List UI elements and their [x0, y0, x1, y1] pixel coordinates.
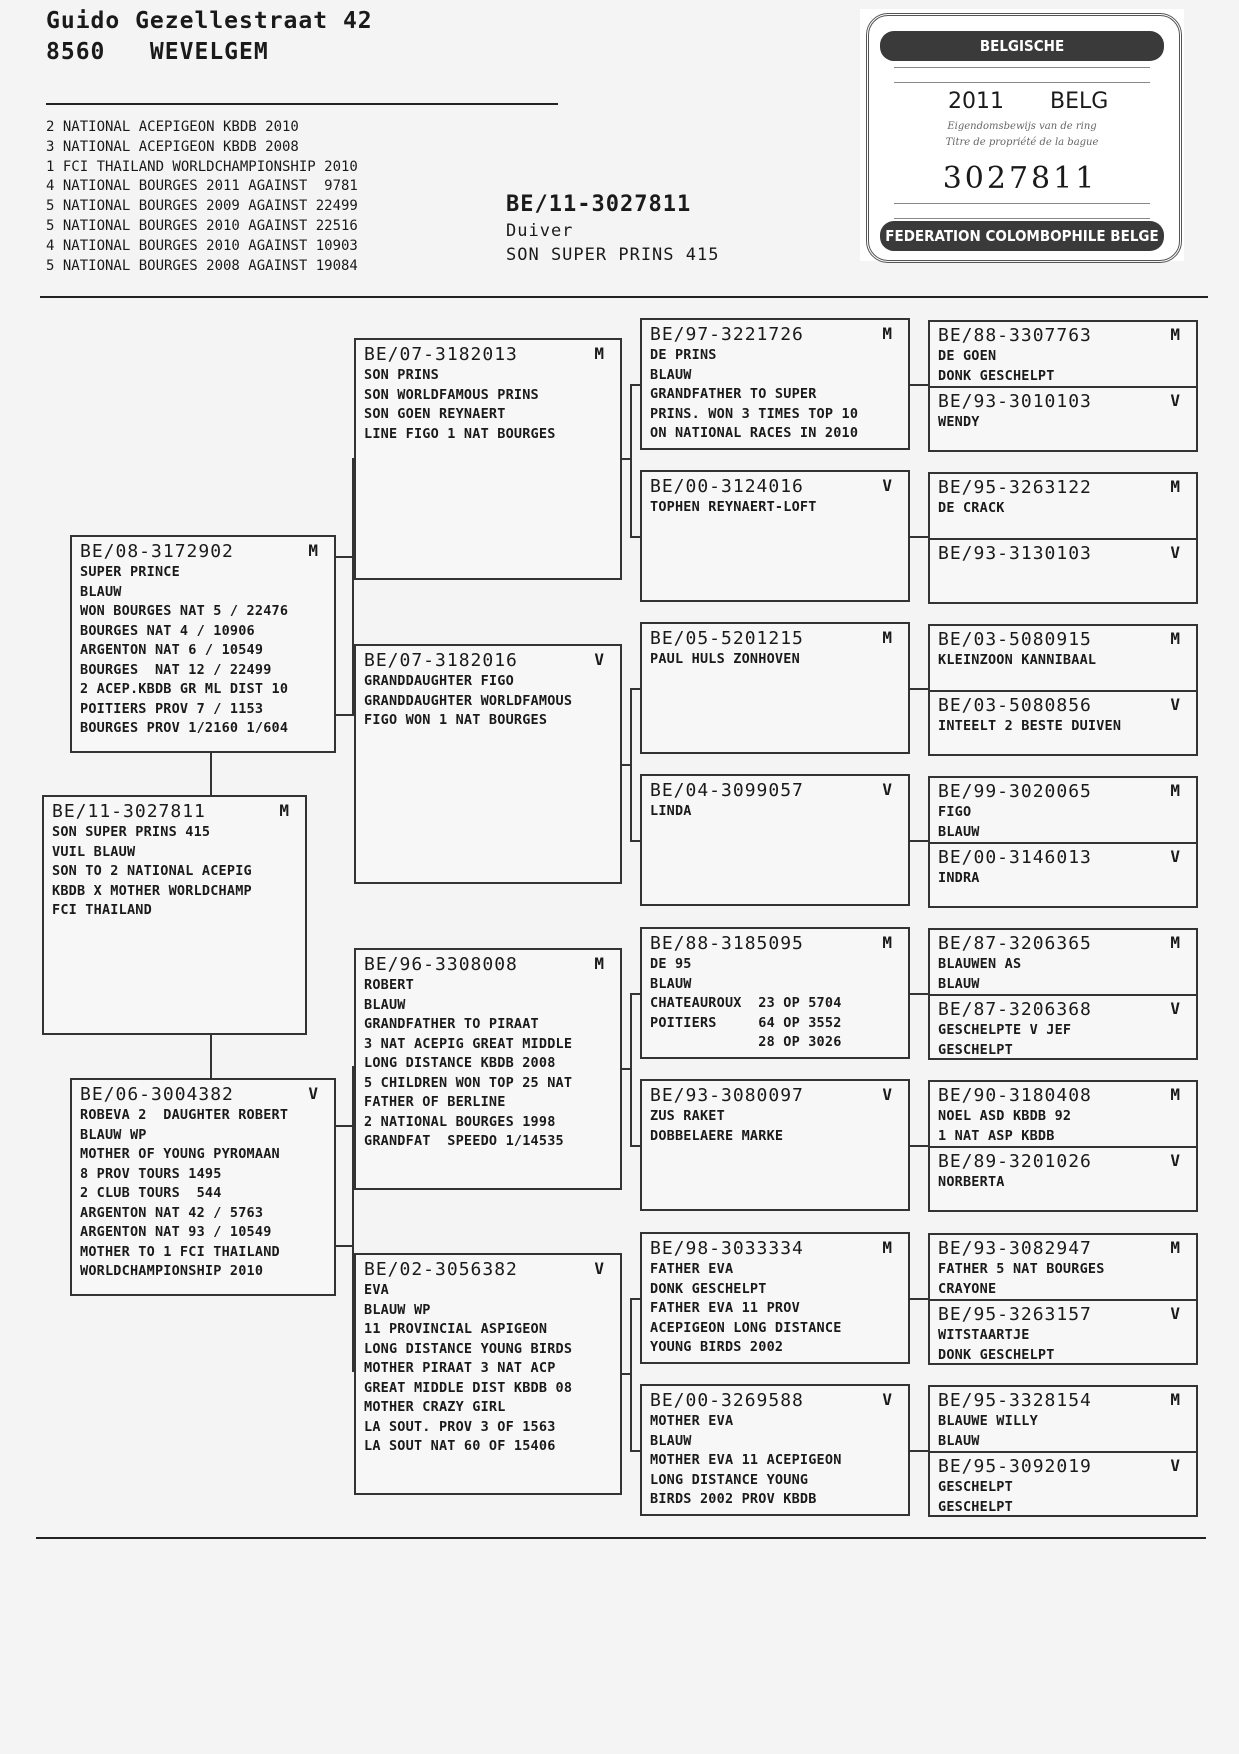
pedigree-connector: [352, 458, 354, 714]
gen4-sire: [930, 474, 1196, 538]
pigeon-info-line: WITSTAARTJE: [938, 1327, 1030, 1343]
pigeon-info-line: MOTHER EVA: [650, 1413, 734, 1429]
sex-marker: V: [882, 476, 892, 495]
pigeon-info-line: CHATEAUROUX 23 OP 5704: [650, 995, 842, 1011]
gen4-dam: [930, 538, 1196, 604]
gen3-box: [640, 1384, 910, 1516]
pigeon-info-line: CRAYONE: [938, 1280, 997, 1297]
pigeon-info-line: NOEL ASD KBDB 92: [938, 1108, 1072, 1124]
pedigree-connector: [630, 1145, 640, 1147]
pedigree-connector: [910, 384, 928, 386]
pedigree-connector: [630, 536, 640, 538]
section-divider: [40, 296, 1208, 298]
certificate-text-fr: Titre de propriété de la bague: [945, 137, 1099, 148]
pigeon-info-line: ZUS RAKET: [650, 1108, 725, 1124]
pedigree-connector: [630, 384, 640, 386]
sex-marker: M: [1170, 781, 1180, 800]
pedigree-connector: [630, 1298, 632, 1452]
sire-box: [70, 535, 336, 753]
sex-marker: V: [308, 1084, 318, 1103]
sex-marker: M: [882, 628, 892, 647]
sex-marker: V: [882, 1390, 892, 1409]
certificate-ornament: [894, 67, 1150, 83]
pigeon-info-line: BLAUW: [650, 975, 692, 992]
certificate-number: 3027811: [942, 161, 1098, 196]
ring-number: BE/95-3263122: [938, 477, 1092, 498]
subject-box: [42, 795, 307, 1035]
pigeon-info-line: GESCHELPTE V JEF: [938, 1022, 1072, 1038]
pigeon-info-line: GRANDFAT SPEEDO 1/14535: [364, 1133, 564, 1149]
subject-summary: [506, 192, 719, 265]
ring-number: BE/07-3182013: [364, 344, 518, 365]
gen3-box: [640, 927, 910, 1059]
gen4-pair-box: [928, 928, 1198, 1060]
result-item: 1 FCI THAILAND WORLDCHAMPIONSHIP 2010: [46, 158, 358, 175]
pigeon-info-line: EVA: [364, 1282, 389, 1298]
result-item: 5 NATIONAL BOURGES 2010 AGAINST 22516: [46, 217, 358, 234]
gen4-sire: [930, 778, 1196, 842]
gen4-pair-box: [928, 472, 1198, 604]
sex-marker: M: [594, 344, 604, 363]
pigeon-info-line: SON TO 2 NATIONAL ACEPIG: [52, 863, 252, 879]
pigeon-info-line: BOURGES NAT 12 / 22499: [80, 661, 272, 678]
pigeon-info-line: FATHER 5 NAT BOURGES: [938, 1261, 1105, 1277]
pigeon-info-line: FATHER EVA: [650, 1261, 734, 1277]
pedigree-connector: [630, 993, 640, 995]
ring-number: BE/11-3027811: [52, 801, 206, 822]
gen3-box: [640, 1232, 910, 1364]
pigeon-info-line: BLAUW: [938, 975, 980, 992]
ring-number: BE/99-3020065: [938, 781, 1092, 802]
pigeon-info-line: MOTHER TO 1 FCI THAILAND: [80, 1243, 280, 1260]
ring-number: BE/08-3172902: [80, 541, 234, 562]
ring-number: BE/93-3080097: [650, 1085, 804, 1106]
sex-marker: V: [882, 1085, 892, 1104]
pigeon-info-line: PAUL HULS ZONHOVEN: [650, 651, 800, 667]
subject-sex-word: Duiver: [506, 221, 574, 241]
pigeon-info-line: 3 NAT ACEPIG GREAT MIDDLE: [364, 1035, 573, 1052]
pigeon-info-line: MOTHER EVA 11 ACEPIGEON: [650, 1452, 842, 1468]
pigeon-info-line: 11 PROVINCIAL ASPIGEON: [364, 1321, 548, 1337]
gen4-dam: [930, 994, 1196, 1060]
pedigree-connector: [910, 1298, 928, 1300]
pigeon-info-line: MOTHER PIRAAT 3 NAT ACP: [364, 1360, 556, 1376]
result-item: 4 NATIONAL BOURGES 2011 AGAINST 9781: [46, 178, 358, 195]
ring-number: BE/98-3033334: [650, 1238, 804, 1259]
result-item: 4 NATIONAL BOURGES 2010 AGAINST 10903: [46, 237, 358, 254]
pigeon-info-line: LINDA: [650, 803, 692, 819]
result-item: 2 NATIONAL ACEPIGEON KBDB 2010: [46, 119, 299, 135]
gen4-dam: [930, 690, 1196, 756]
sex-marker: V: [1170, 695, 1180, 714]
sex-marker: V: [1170, 1456, 1180, 1475]
subject-name: SON SUPER PRINS 415: [506, 245, 720, 265]
certificate-year: 2011: [948, 89, 1004, 114]
ring-number: BE/03-5080915: [938, 629, 1092, 650]
sex-marker: M: [1170, 629, 1180, 648]
gen4-dam: [930, 1146, 1196, 1212]
ring-number: BE/07-3182016: [364, 650, 518, 671]
gen3-box: [640, 622, 910, 754]
gen2-box: [354, 644, 622, 884]
pigeon-info-line: ARGENTON NAT 6 / 10549: [80, 642, 264, 658]
sex-marker: M: [882, 1238, 892, 1257]
sex-marker: V: [1170, 999, 1180, 1018]
gen3-box: [640, 318, 910, 450]
owner-street: Guido Gezellestraat 42: [46, 8, 373, 34]
pigeon-info-line: FIGO: [938, 804, 972, 820]
ring-number: BE/06-3004382: [80, 1084, 234, 1105]
pigeon-info-line: KLEINZOON KANNIBAAL: [938, 652, 1097, 668]
ring-number: BE/02-3056382: [364, 1259, 518, 1280]
gen4-sire: [930, 1387, 1196, 1451]
ring-number: BE/88-3185095: [650, 933, 804, 954]
pigeon-info-line: DONK GESCHELPT: [938, 1346, 1055, 1363]
gen4-pair-box: [928, 320, 1198, 452]
ring-number: BE/93-3010103: [938, 391, 1092, 412]
pigeon-info-line: BOURGES NAT 4 / 10906: [80, 622, 255, 639]
pedigree-connector: [630, 840, 640, 842]
pigeon-info-line: BLAUWEN AS: [938, 956, 1022, 972]
sex-marker: M: [882, 324, 892, 343]
gen4-sire: [930, 626, 1196, 690]
sex-marker: M: [1170, 933, 1180, 952]
sex-marker: M: [1170, 1238, 1180, 1257]
pedigree-connector: [630, 384, 632, 538]
pigeon-info-line: BLAUW: [938, 1432, 980, 1449]
gen2-box: [354, 338, 622, 580]
gen4-pair-box: [928, 1080, 1198, 1212]
certificate-text-nl: Eigendomsbewijs van de ring: [947, 121, 1097, 132]
sex-marker: M: [882, 933, 892, 952]
pigeon-info-line: GRANDDAUGHTER WORLDFAMOUS: [364, 692, 573, 709]
gen4-pair-box: [928, 1233, 1198, 1365]
pigeon-info-line: 5 CHILDREN WON TOP 25 NAT: [364, 1074, 573, 1091]
sex-marker: M: [1170, 325, 1180, 344]
pedigree-connector: [630, 688, 632, 842]
certificate-bottom-banner: FEDERATION COLOMBOPHILE BELGE: [880, 221, 1164, 251]
pigeon-info-line: ON NATIONAL RACES IN 2010: [650, 425, 859, 441]
pigeon-info-line: SON WORLDFAMOUS PRINS: [364, 386, 539, 403]
pigeon-info-line: BIRDS 2002 PROV KBDB: [650, 1491, 817, 1507]
certificate-top-banner: BELGISCHE DUIVENLIEFHEBBERSBOND: [880, 31, 1164, 61]
pigeon-info-line: 2 CLUB TOURS 544: [80, 1185, 222, 1201]
pigeon-info-line: DONK GESCHELPT: [938, 367, 1055, 384]
pigeon-info-line: SON SUPER PRINS 415: [52, 824, 211, 840]
ring-number: BE/88-3307763: [938, 325, 1092, 346]
pigeon-info-line: BLAUW: [650, 366, 692, 383]
pigeon-info-line: GRANDFATHER TO PIRAAT: [364, 1016, 539, 1032]
pigeon-info-line: POITIERS PROV 7 / 1153: [80, 700, 264, 717]
pigeon-info-line: MOTHER CRAZY GIRL: [364, 1399, 506, 1415]
pigeon-info-line: ARGENTON NAT 42 / 5763: [80, 1204, 264, 1221]
pedigree-connector: [336, 714, 354, 716]
pigeon-info-line: LA SOUT NAT 60 OF 15406: [364, 1438, 556, 1454]
sex-marker: M: [1170, 477, 1180, 496]
results-list: [46, 118, 358, 276]
pigeon-info-line: PRINS. WON 3 TIMES TOP 10: [650, 405, 859, 422]
ring-number: BE/93-3082947: [938, 1238, 1092, 1259]
pigeon-info-line: BOURGES PROV 1/2160 1/604: [80, 720, 289, 736]
sex-marker: V: [594, 1259, 604, 1278]
sex-marker: V: [1170, 1304, 1180, 1323]
pigeon-info-line: BLAUW: [80, 583, 122, 600]
ring-number: BE/87-3206368: [938, 999, 1092, 1020]
gen4-pair-box: [928, 624, 1198, 756]
pigeon-info-line: GESCHELPT: [938, 1479, 1013, 1495]
ring-number: BE/00-3269588: [650, 1390, 804, 1411]
gen4-sire: [930, 1235, 1196, 1299]
footer-divider: [36, 1537, 1206, 1539]
ring-number: BE/03-5080856: [938, 695, 1092, 716]
pigeon-info-line: LONG DISTANCE YOUNG BIRDS: [364, 1340, 573, 1357]
sex-marker: M: [279, 801, 289, 820]
sex-marker: M: [594, 954, 604, 973]
pigeon-info-line: FATHER EVA 11 PROV: [650, 1300, 800, 1316]
ring-number: BE/90-3180408: [938, 1085, 1092, 1106]
pigeon-info-line: BLAUW WP: [364, 1301, 431, 1318]
pedigree-connector: [910, 536, 928, 538]
pigeon-info-line: 8 PROV TOURS 1495: [80, 1165, 222, 1182]
ownership-certificate: [860, 9, 1184, 261]
ring-number: BE/05-5201215: [650, 628, 804, 649]
pigeon-info-line: BLAUW: [650, 1432, 692, 1449]
pigeon-info-line: ARGENTON NAT 93 / 10549: [80, 1224, 272, 1240]
pedigree-connector: [910, 1450, 928, 1452]
pigeon-info-line: DONK GESCHELPT: [650, 1280, 767, 1297]
pedigree-connector: [910, 688, 928, 690]
pigeon-info-line: GRANDFATHER TO SUPER: [650, 386, 817, 402]
pigeon-info-line: FIGO WON 1 NAT BOURGES: [364, 712, 548, 728]
pigeon-info-line: DE PRINS: [650, 347, 717, 363]
pigeon-info-line: LA SOUT. PROV 3 OF 1563: [364, 1418, 556, 1435]
pedigree-connector: [354, 458, 356, 558]
ring-number: BE/89-3201026: [938, 1151, 1092, 1172]
ring-number: BE/95-3092019: [938, 1456, 1092, 1477]
pigeon-info-line: FCI THAILAND: [52, 902, 152, 918]
pigeon-info-line: FATHER OF BERLINE: [364, 1094, 506, 1110]
pigeon-info-line: 2 ACEP.KBDB GR ML DIST 10: [80, 681, 289, 697]
pedigree-connector: [910, 1145, 928, 1147]
pigeon-info-line: MOTHER OF YOUNG PYROMAAN: [80, 1146, 280, 1162]
gen2-box: [354, 948, 622, 1190]
result-item: 5 NATIONAL BOURGES 2008 AGAINST 19084: [46, 257, 358, 274]
pigeon-info-line: SON GOEN REYNAERT: [364, 406, 506, 422]
pedigree-connector: [630, 688, 640, 690]
pigeon-info-line: ACEPIGEON LONG DISTANCE: [650, 1319, 842, 1336]
pigeon-info-line: INDRA: [938, 870, 980, 886]
gen4-pair-box: [928, 776, 1198, 908]
pigeon-info-line: GESCHELPT: [938, 1041, 1013, 1058]
pigeon-info-line: LONG DISTANCE KBDB 2008: [364, 1055, 556, 1071]
pigeon-info-line: DE CRACK: [938, 500, 1005, 516]
dam-box: [70, 1078, 336, 1296]
pigeon-info-line: BLAUW: [364, 996, 406, 1013]
pedigree-connector: [210, 1035, 212, 1078]
pigeon-info-line: 28 OP 3026: [650, 1034, 842, 1050]
pigeon-info-line: 2 NATIONAL BOURGES 1998: [364, 1113, 556, 1130]
result-item: 5 NATIONAL BOURGES 2009 AGAINST 22499: [46, 198, 358, 215]
pigeon-info-line: LONG DISTANCE YOUNG: [650, 1471, 809, 1488]
pigeon-info-line: GREAT MIDDLE DIST KBDB 08: [364, 1379, 573, 1396]
gen3-box: [640, 1079, 910, 1211]
pigeon-info-line: BLAUW WP: [80, 1126, 147, 1143]
pigeon-info-line: SUPER PRINCE: [80, 564, 180, 580]
pigeon-info-line: ROBEVA 2 DAUGHTER ROBERT: [80, 1107, 289, 1123]
gen4-dam: [930, 1299, 1196, 1365]
pigeon-info-line: VUIL BLAUW: [52, 843, 136, 860]
sex-marker: V: [1170, 847, 1180, 866]
sex-marker: V: [1170, 543, 1180, 562]
sex-marker: V: [1170, 1151, 1180, 1170]
pigeon-info-line: KBDB X MOTHER WORLDCHAMP: [52, 882, 252, 899]
ring-number: BE/00-3146013: [938, 847, 1092, 868]
pigeon-info-line: SON PRINS: [364, 367, 439, 383]
pedigree-connector: [630, 1298, 640, 1300]
gen4-sire: [930, 1082, 1196, 1146]
pigeon-info-line: TOPHEN REYNAERT-LOFT: [650, 499, 817, 515]
pigeon-info-line: DE GOEN: [938, 348, 997, 364]
pedigree-connector: [630, 1450, 640, 1452]
gen4-sire: [930, 930, 1196, 994]
sex-marker: V: [882, 780, 892, 799]
pigeon-info-line: DOBBELAERE MARKE: [650, 1127, 784, 1144]
pedigree-connector: [210, 753, 212, 795]
ring-number: BE/00-3124016: [650, 476, 804, 497]
gen4-dam: [930, 1451, 1196, 1517]
pigeon-info-line: GESCHELPT: [938, 1498, 1013, 1515]
pigeon-info-line: NORBERTA: [938, 1174, 1005, 1190]
ring-number: BE/87-3206365: [938, 933, 1092, 954]
pigeon-info-line: LINE FIGO 1 NAT BOURGES: [364, 425, 556, 442]
pedigree-connector: [352, 1066, 354, 1372]
pigeon-info-line: BLAUWE WILLY: [938, 1413, 1038, 1429]
pedigree-connector: [910, 993, 928, 995]
pigeon-info-line: INTEELT 2 BESTE DUIVEN: [938, 718, 1122, 734]
subject-ring: BE/11-3027811: [506, 192, 692, 217]
gen4-sire: [930, 322, 1196, 386]
gen4-dam: [930, 842, 1196, 908]
result-item: 3 NATIONAL ACEPIGEON KBDB 2008: [46, 138, 299, 155]
gen2-box: [354, 1253, 622, 1495]
ring-number: BE/04-3099057: [650, 780, 804, 801]
pedigree-connector: [910, 840, 928, 842]
sex-marker: V: [594, 650, 604, 669]
ring-number: BE/96-3308008: [364, 954, 518, 975]
ring-number: BE/97-3221726: [650, 324, 804, 345]
pigeon-info-line: 1 NAT ASP KBDB: [938, 1127, 1055, 1144]
sex-marker: M: [1170, 1390, 1180, 1409]
pigeon-info-line: ROBERT: [364, 977, 414, 993]
certificate-ornament: [894, 203, 1150, 219]
pigeon-info-line: BLAUW: [938, 823, 980, 840]
sex-marker: M: [308, 541, 318, 560]
pigeon-info-line: WENDY: [938, 414, 980, 430]
pedigree-connector: [630, 993, 632, 1147]
header-divider: [46, 103, 558, 105]
gen4-pair-box: [928, 1385, 1198, 1517]
owner-city: 8560 WEVELGEM: [46, 39, 269, 65]
gen4-dam: [930, 386, 1196, 452]
ring-number: BE/95-3328154: [938, 1390, 1092, 1411]
pigeon-info-line: WON BOURGES NAT 5 / 22476: [80, 603, 289, 619]
pigeon-info-line: GRANDDAUGHTER FIGO: [364, 673, 514, 689]
pigeon-info-line: WORLDCHAMPIONSHIP 2010: [80, 1263, 264, 1279]
sex-marker: V: [1170, 391, 1180, 410]
pigeon-info-line: YOUNG BIRDS 2002: [650, 1339, 784, 1355]
pigeon-info-line: DE 95: [650, 956, 692, 972]
ring-number: BE/93-3130103: [938, 543, 1092, 564]
ring-number: BE/95-3263157: [938, 1304, 1092, 1325]
certificate-country: BELG: [1050, 89, 1109, 114]
pigeon-info-line: POITIERS 64 OP 3552: [650, 1014, 842, 1031]
gen3-box: [640, 470, 910, 602]
sex-marker: M: [1170, 1085, 1180, 1104]
gen3-box: [640, 774, 910, 906]
